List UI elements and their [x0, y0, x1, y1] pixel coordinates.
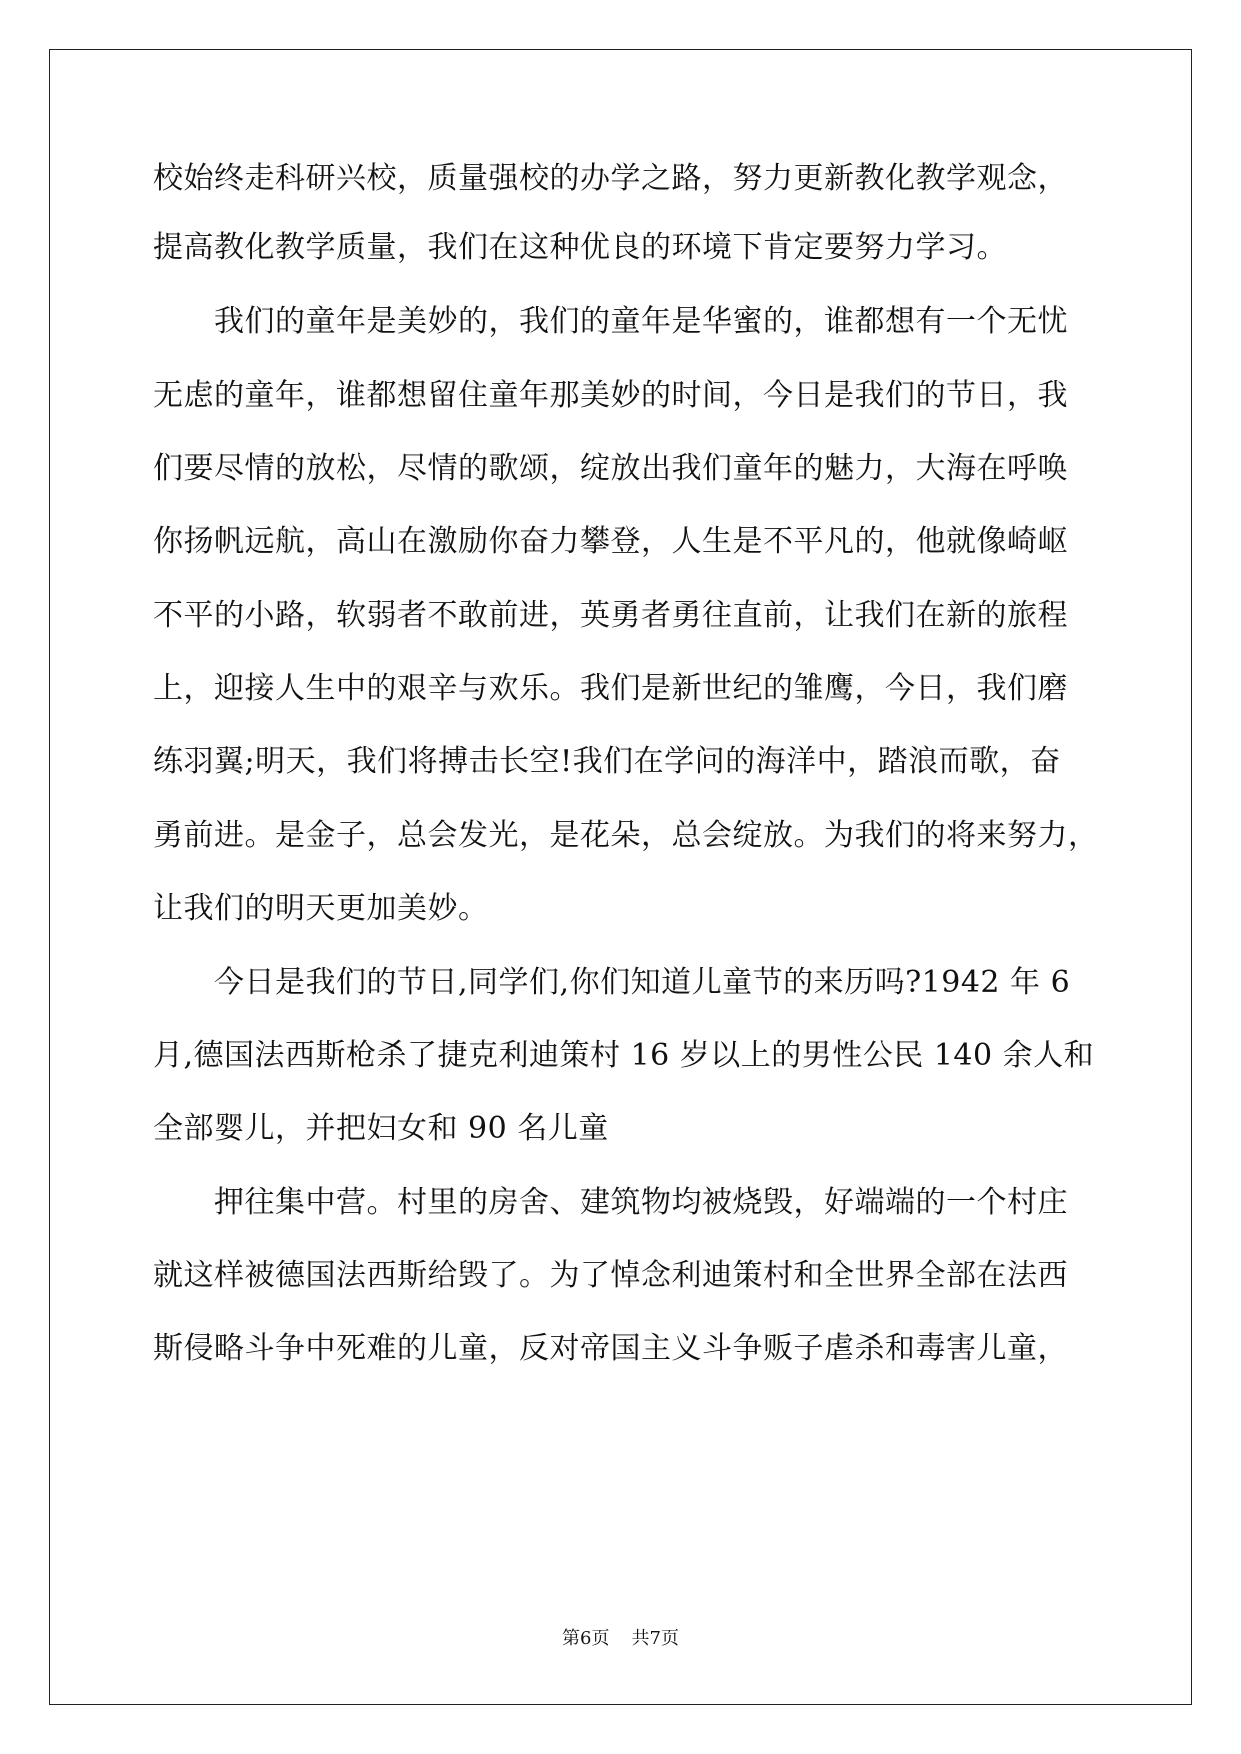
text-line: 我们的童年是美妙的，我们的童年是华蜜的，谁都想有一个无忧 [153, 304, 1068, 339]
text-line: 你扬帆远航，高山在激励你奋力攀登，人生是不平凡的，他就像崎岖 [153, 524, 1068, 559]
text-line: 不平的小路，软弱者不敢前进，英勇者勇往直前，让我们在新的旅程 [153, 598, 1068, 633]
text-line: 全部婴儿，并把妇女和 90 名儿童 [153, 1111, 609, 1146]
text-line: 上，迎接人生中的艰辛与欢乐。我们是新世纪的雏鹰，今日，我们磨 [153, 671, 1068, 706]
page-number: 第6页 [562, 1628, 610, 1649]
text-line: 让我们的明天更加美妙。 [153, 891, 489, 926]
text-line: 斯侵略斗争中死难的儿童，反对帝国主义斗争贩子虐杀和毒害儿童， [153, 1331, 1068, 1366]
text-line: 校始终走科研兴校，质量强校的办学之路，努力更新教化教学观念， [153, 161, 1068, 196]
page-footer [0, 1627, 1241, 1651]
text-line: 押往集中营。村里的房舍、建筑物均被烧毁，好端端的一个村庄 [153, 1185, 1068, 1220]
page-border [49, 49, 1192, 1705]
text-line: 勇前进。是金子，总会发光，是花朵，总会绽放。为我们的将来努力， [153, 818, 1099, 853]
text-line: 提高教化教学质量，我们在这种优良的环境下肯定要努力学习。 [153, 230, 1007, 265]
text-line: 练羽翼;明天，我们将搏击长空!我们在学问的海洋中，踏浪而歌，奋 [153, 744, 1061, 779]
text-line: 就这样被德国法西斯给毁了。为了悼念利迪策村和全世界全部在法西 [153, 1258, 1068, 1293]
page-total: 共7页 [631, 1628, 679, 1649]
text-line: 们要尽情的放松，尽情的歌颂，绽放出我们童年的魅力，大海在呼唤 [153, 451, 1068, 486]
text-line: 月,德国法西斯枪杀了捷克利迪策村 16 岁以上的男性公民 140 余人和 [153, 1038, 1095, 1073]
text-line: 无虑的童年，谁都想留住童年那美妙的时间，今日是我们的节日，我 [153, 378, 1068, 413]
text-line: 今日是我们的节日,同学们,你们知道儿童节的来历吗?1942 年 6 [153, 965, 1071, 1000]
